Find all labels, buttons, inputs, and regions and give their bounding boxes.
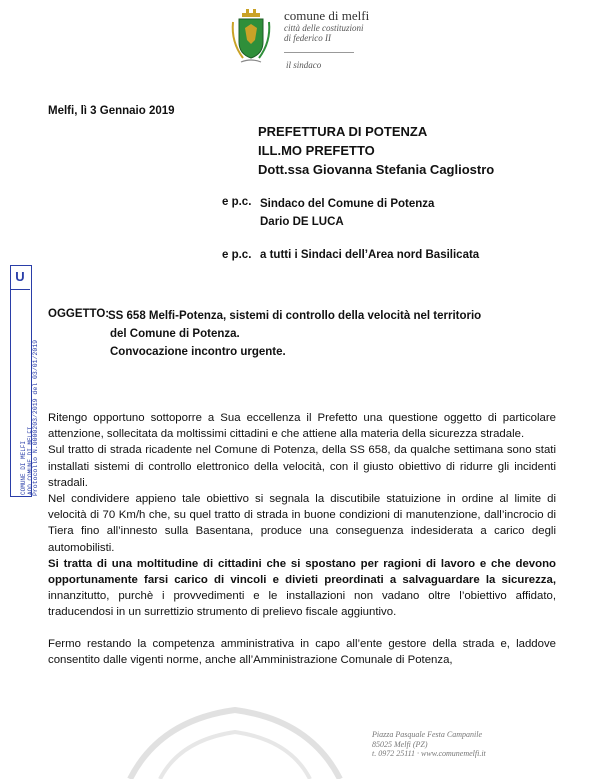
epc-second-line: a tutti i Sindaci dell’Area nord Basilicata	[260, 249, 480, 261]
comune-tagline-2: di federico II	[284, 33, 331, 43]
comune-tagline-1: città delle costituzioni	[284, 23, 364, 33]
oggetto-line-2: del Comune di Potenza.	[110, 328, 240, 340]
municipal-coat-of-arms-icon	[229, 8, 273, 66]
addressee-line-2: ILL.MO PREFETTO	[258, 143, 375, 158]
footer-watermark-icon	[120, 700, 350, 779]
epc-first-block	[260, 195, 434, 231]
stamp-line-2: AOO COMUNE DI MELFI	[27, 426, 34, 495]
stamp-direction-letter: U	[10, 265, 30, 290]
oggetto-line-1: SS 658 Melfi-Potenza, sistemi di controllo della velocità nel territorio	[108, 310, 482, 322]
date-line: Melfi, lì 3 Gennaio 2019	[48, 105, 175, 117]
letterhead	[284, 8, 424, 43]
footer-line-2: 85025 Melfi (PZ)	[372, 739, 428, 749]
epc-first-line-2: Dario DE LUCA	[260, 216, 344, 228]
body-paragraph-4-rest: innanzitutto, purchè i provvedimenti e le installazioni non vadano oltre l’obiettivo affidato, traducendosi in un surrettizio strumento di prelievo fiscale aggiuntivo.	[48, 590, 556, 619]
epc-first-line-1: Sindaco del Comune di Potenza	[260, 198, 435, 210]
epc-label-1: e p.c.	[222, 196, 252, 208]
stamp-protocol-number: Protocollo N.0000203/2019 del 03/01/2019	[32, 339, 39, 496]
body-paragraph-4	[48, 556, 556, 621]
footer-address	[372, 730, 486, 759]
footer-line-1: Piazza Pasquale Festa Campanile	[372, 730, 482, 739]
oggetto-line-3: Convocazione incontro urgente.	[110, 346, 286, 358]
oggetto-label: OGGETTO:	[48, 308, 110, 320]
body-paragraph-4-bold: Si tratta di una moltitudine di cittadini che si spostano per ragioni di lavoro e che devono opportunamente farsi carico di vincoli e divieti preordinati a salvaguardare la sicurezza,	[48, 557, 556, 587]
addressee-block	[258, 122, 494, 179]
epc-label-2: e p.c.	[222, 249, 252, 261]
stamp-line-1: COMUNE DI MELFI	[20, 440, 27, 495]
body-paragraph-1: Ritengo opportuno sottoporre a Sua eccellenza il Prefetto una questione oggetto di particolare attenzione, sollecitata da moltissimi cittadini e che attiene alla materia della sicurezza stradale.	[48, 412, 556, 441]
sindaco-label: il sindaco	[286, 60, 322, 70]
letter-body	[48, 410, 556, 668]
footer-line-3: t. 0972 25111 · www.comunemelfi.it	[372, 749, 486, 758]
addressee-line-1: PREFETTURA DI POTENZA	[258, 124, 428, 139]
letterhead-divider	[284, 52, 354, 53]
body-paragraph-2: Sul tratto di strada ricadente nel Comune di Potenza, della SS 658, da qualche settimana sono stati installati sistemi di controllo elettronico della velocità, con il giusto obiettivo di ridurre gli incidenti stradali.	[48, 444, 556, 489]
oggetto-text	[108, 307, 481, 361]
comune-name: comune di melfi	[284, 8, 370, 23]
addressee-line-3: Dott.ssa Giovanna Stefania Cagliostro	[258, 162, 495, 177]
body-paragraph-3: Nel condividere appieno tale obiettivo si segnala la discutibile statuizione in ordine al limite di velocità di 70 Km/h che, su quel tratto di strada in buone condizioni di manutenzione, dall’incrocio di Tiera fino all’innesto sulla Basentana, produce una conseguenza indesiderata a carico degli automobilisti.	[48, 493, 556, 554]
body-paragraph-5: Fermo restando la competenza amministrativa in capo all’ente gestore della strada e, laddove consentito dalle vigenti norme, anche all’Amministrazione Comunale di Potenza,	[48, 637, 556, 666]
